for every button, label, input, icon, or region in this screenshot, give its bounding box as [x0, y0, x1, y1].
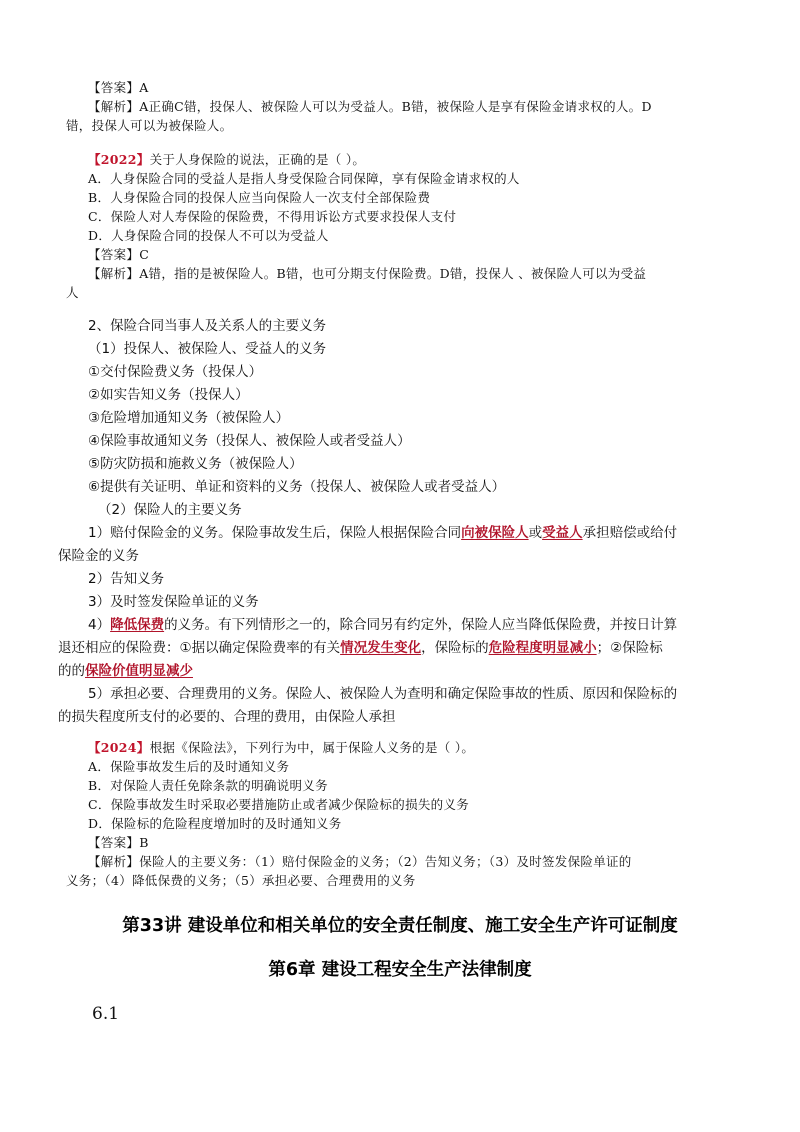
duty-item: ①交付保险费义务（投保人）: [88, 364, 263, 380]
highlight-text: 降低保费: [110, 617, 165, 633]
subsection-title: （2）保险人的主要义务: [98, 502, 242, 518]
section-number: 6.1: [92, 1004, 120, 1024]
option-b: B．人身保险合同的投保人应当向保险人一次支付全部保险费: [88, 190, 431, 205]
insurer-duty-2: 2）告知义务: [88, 571, 165, 587]
insurer-duty-1: 1）赔付保险金的义务。保险事故发生后，保险人根据保险合同向被保险人或受益人承担赔偿或给付: [88, 525, 678, 541]
question-2022-stem: [88, 150, 365, 168]
duty-item: ④保险事故通知义务（投保人、被保险人或者受益人）: [88, 433, 411, 449]
option-c: C．保险人对人寿保险的保险费，不得用诉讼方式要求投保人支付: [88, 209, 457, 224]
year-tag: 【2024】: [88, 740, 150, 755]
answer-line: 【答案】B: [88, 835, 149, 850]
option-d: D．保险标的危险程度增加时的及时通知义务: [88, 816, 342, 831]
option-c: C．保险事故发生时采取必要措施防止或者减少保险标的损失的义务: [88, 797, 470, 812]
option-a: A．保险事故发生后的及时通知义务: [88, 759, 290, 774]
duty-item: ②如实告知义务（投保人）: [88, 387, 249, 403]
highlight-text: 危险程度明显减小: [488, 640, 597, 656]
insurer-duty-5: 5）承担必要、合理费用的义务。保险人、被保险人为查明和确定保险事故的性质、原因和保险标的: [88, 686, 678, 702]
lecture-heading: 第33讲 建设单位和相关单位的安全责任制度、施工安全生产许可证制度: [122, 916, 678, 936]
duty-item: ⑥提供有关证明、单证和资料的义务（投保人、被保险人或者受益人）: [88, 479, 506, 495]
insurer-duty-3: 3）及时签发保险单证的义务: [88, 594, 259, 610]
analysis-line: 错，投保人可以为被保险人。: [66, 118, 233, 133]
analysis-line: 【解析】A正确C错，投保人、被保险人可以为受益人。B错，被保险人是享有保险金请求权的人。D: [88, 99, 652, 114]
option-d: D．人身保险合同的投保人不可以为受益人: [88, 228, 329, 243]
analysis-line: 人: [66, 285, 79, 300]
insurer-duty-4: 4）降低保费的义务。有下列情形之一的，除合同另有约定外，保险人应当降低保险费，并按日计算: [88, 617, 678, 633]
answer-line: 【答案】C: [88, 247, 150, 262]
highlight-text: 受益人: [542, 525, 583, 541]
analysis-line: 义务；（4）降低保费的义务；（5）承担必要、合理费用的义务: [66, 873, 416, 888]
question-text: 关于人身保险的说法，正确的是（ ）。: [149, 152, 366, 167]
analysis-line: 【解析】A错，指的是被保险人。B错，也可分期支付保险费。D错，投保人 、被保险人可以为受益: [88, 266, 647, 281]
year-tag: 【2022】: [88, 152, 150, 167]
highlight-text: 情况发生变化: [340, 640, 422, 656]
subsection-title: （1）投保人、被保险人、受益人的义务: [88, 341, 327, 357]
option-b: B．对保险人责任免除条款的明确说明义务: [88, 778, 328, 793]
duty-item: ⑤防灾防损和施救义务（被保险人）: [88, 456, 303, 472]
insurer-duty-1-cont: 保险金的义务: [58, 548, 139, 564]
highlight-text: 向被保险人: [461, 525, 529, 541]
option-a: A．人身保险合同的受益人是指人身受保险合同保障，享有保险金请求权的人: [88, 171, 520, 186]
insurer-duty-4-cont: 退还相应的保险费：①据以确定保险费率的有关情况发生变化，保险标的危险程度明显减小；②保险标: [58, 640, 663, 656]
insurer-duty-4-cont: 的的保险价值明显减少: [58, 663, 193, 679]
question-text: 根据《保险法》，下列行为中，属于保险人义务的是（ ）。: [149, 740, 475, 755]
duty-item: ③危险增加通知义务（被保险人）: [88, 410, 290, 426]
chapter-heading: 第6章 建设工程安全生产法律制度: [268, 960, 532, 980]
question-2024-stem: [88, 738, 474, 756]
insurer-duty-5-cont: 的损失程度所支付的必要的、合理的费用，由保险人承担: [58, 709, 396, 725]
section-title: 2、保险合同当事人及关系人的主要义务: [88, 318, 327, 334]
answer-line: 【答案】A: [88, 80, 149, 95]
highlight-text: 保险价值明显减少: [85, 663, 193, 679]
analysis-line: 【解析】保险人的主要义务：（1）赔付保险金的义务；（2）告知义务；（3）及时签发保险单证的: [88, 854, 632, 869]
